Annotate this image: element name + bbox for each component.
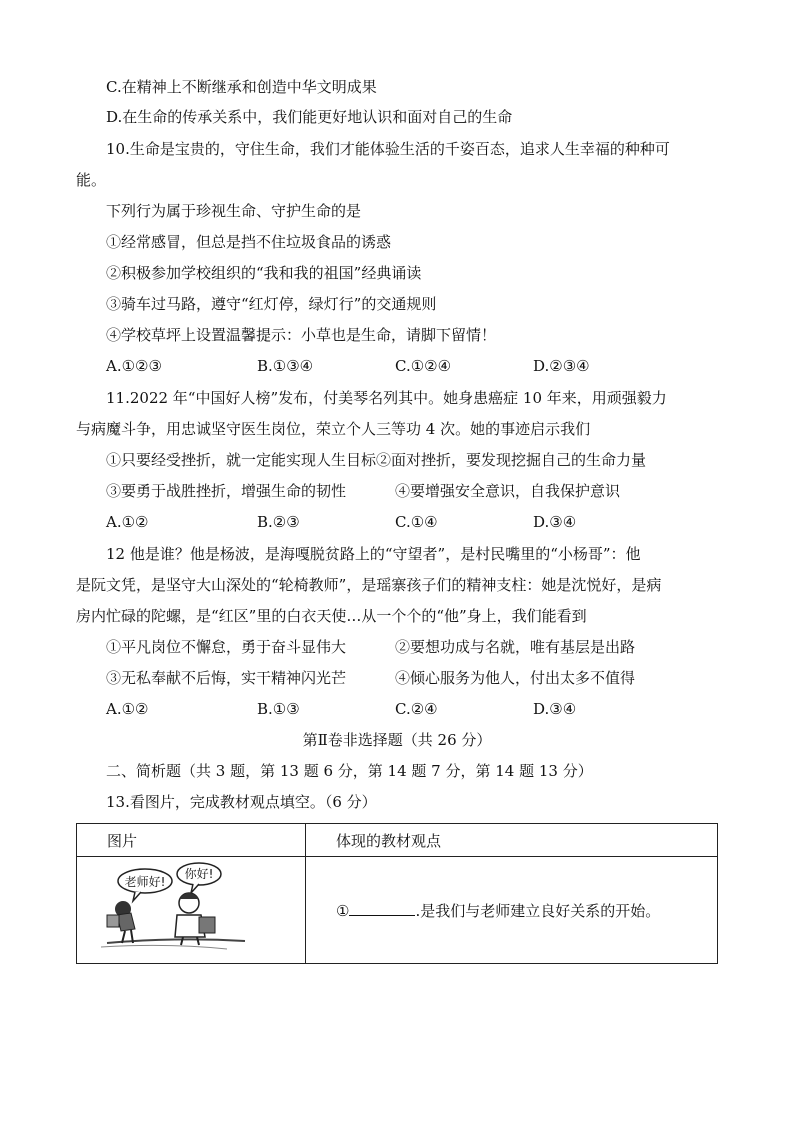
q10-item-3: ③骑车过马路，遵守“红灯停，绿灯行”的交通规则 <box>106 295 437 313</box>
q11-stem-line2: 与病魔斗争，用忠诚坚守医生岗位，荣立个人三等功 4 次。她的事迹启示我们 <box>76 420 591 438</box>
q10-option-a: A.①②③ <box>106 357 162 375</box>
section-2-title: 第Ⅱ卷非选择题（共 26 分） <box>302 731 492 749</box>
teacher-student-greeting-illustration <box>77 857 275 959</box>
q12-stem-line1: 12 他是谁？他是杨波，是海嘎脱贫路上的“守望者”，是村民嘴里的“小杨哥”：他 <box>106 545 641 563</box>
q11-option-a: A.①② <box>106 513 149 531</box>
q12-item-2: ②要想功成与名就，唯有基层是出路 <box>395 638 636 656</box>
q10-item-4: ④学校草坪上设置温馨提示：小草也是生命，请脚下留情！ <box>106 326 497 344</box>
q12-option-b: B.①③ <box>257 700 300 718</box>
q10-option-c: C.①②④ <box>395 357 452 375</box>
q12-option-d: D.③④ <box>533 700 577 718</box>
q10-stem-line1: 10.生命是宝贵的，守住生命，我们才能体验生活的千姿百态，追求人生幸福的种种可 <box>106 140 670 158</box>
bubble-left-text: 老师好! <box>124 875 166 889</box>
q12-item-3: ③无私奉献不后悔，实干精神闪光芒 <box>106 669 347 687</box>
q9-option-d: D.在生命的传承关系中，我们能更好地认识和面对自己的生命 <box>106 108 513 126</box>
q11-stem-line1: 11.2022 年“中国好人榜”发布，付美琴名列其中。她身患癌症 10 年来，用顽强毅力 <box>106 389 667 407</box>
q9-option-c: C.在精神上不断继承和创造中华文明成果 <box>106 78 377 96</box>
q10-prompt: 下列行为属于珍视生命、守护生命的是 <box>106 202 362 220</box>
q12-option-a: A.①② <box>106 700 149 718</box>
q12-stem-line3: 房内忙碌的陀螺，是“红区”里的白衣天使…从一个个的“他”身上，我们能看到 <box>76 607 587 625</box>
q13-image-cell <box>77 857 306 964</box>
q11-item-4: ④要增强安全意识，自我保护意识 <box>395 482 621 500</box>
q13-table <box>76 823 718 964</box>
q11-items-line1: ①只要经受挫折，就一定能实现人生目标②面对挫折，要发现挖掘自己的生命力量 <box>106 451 647 469</box>
section-2-heading: 二、简析题（共 3 题，第 13 题 6 分，第 14 题 7 分，第 14 题 13 分） <box>106 762 593 780</box>
q11-option-d: D.③④ <box>533 513 577 531</box>
q13-stem: 13.看图片，完成教材观点填空。（6 分） <box>106 793 377 811</box>
q11-option-b: B.②③ <box>257 513 300 531</box>
q13-answer-blank[interactable] <box>349 901 415 916</box>
q10-option-d: D.②③④ <box>533 357 590 375</box>
q13-col-view-header: 体现的教材观点 <box>306 824 718 857</box>
q11-option-c: C.①④ <box>395 513 438 531</box>
q13-col-image-header: 图片 <box>77 824 306 857</box>
q12-item-1: ①平凡岗位不懈怠，勇于奋斗显伟大 <box>106 638 347 656</box>
q13-answer-cell <box>306 857 718 964</box>
q12-option-c: C.②④ <box>395 700 438 718</box>
q12-item-4: ④倾心服务为他人，付出太多不值得 <box>395 669 636 687</box>
q10-item-2: ②积极参加学校组织的“我和我的祖国”经典诵读 <box>106 264 422 282</box>
q10-stem-line2: 能。 <box>76 171 107 189</box>
q10-option-b: B.①③④ <box>257 357 314 375</box>
bubble-right-text: 你好! <box>184 867 214 881</box>
q12-stem-line2: 是阮文凭，是坚守大山深处的“轮椅教师”，是瑶寨孩子们的精神支柱：她是沈悦好，是病 <box>76 576 662 594</box>
q13-answer-text: .是我们与老师建立良好关系的开始。 <box>415 901 661 920</box>
q10-item-1: ①经常感冒，但总是挡不住垃圾食品的诱惑 <box>106 233 392 251</box>
q11-item-3: ③要勇于战胜挫折，增强生命的韧性 <box>106 482 347 500</box>
q13-answer-number: ① <box>336 901 350 920</box>
